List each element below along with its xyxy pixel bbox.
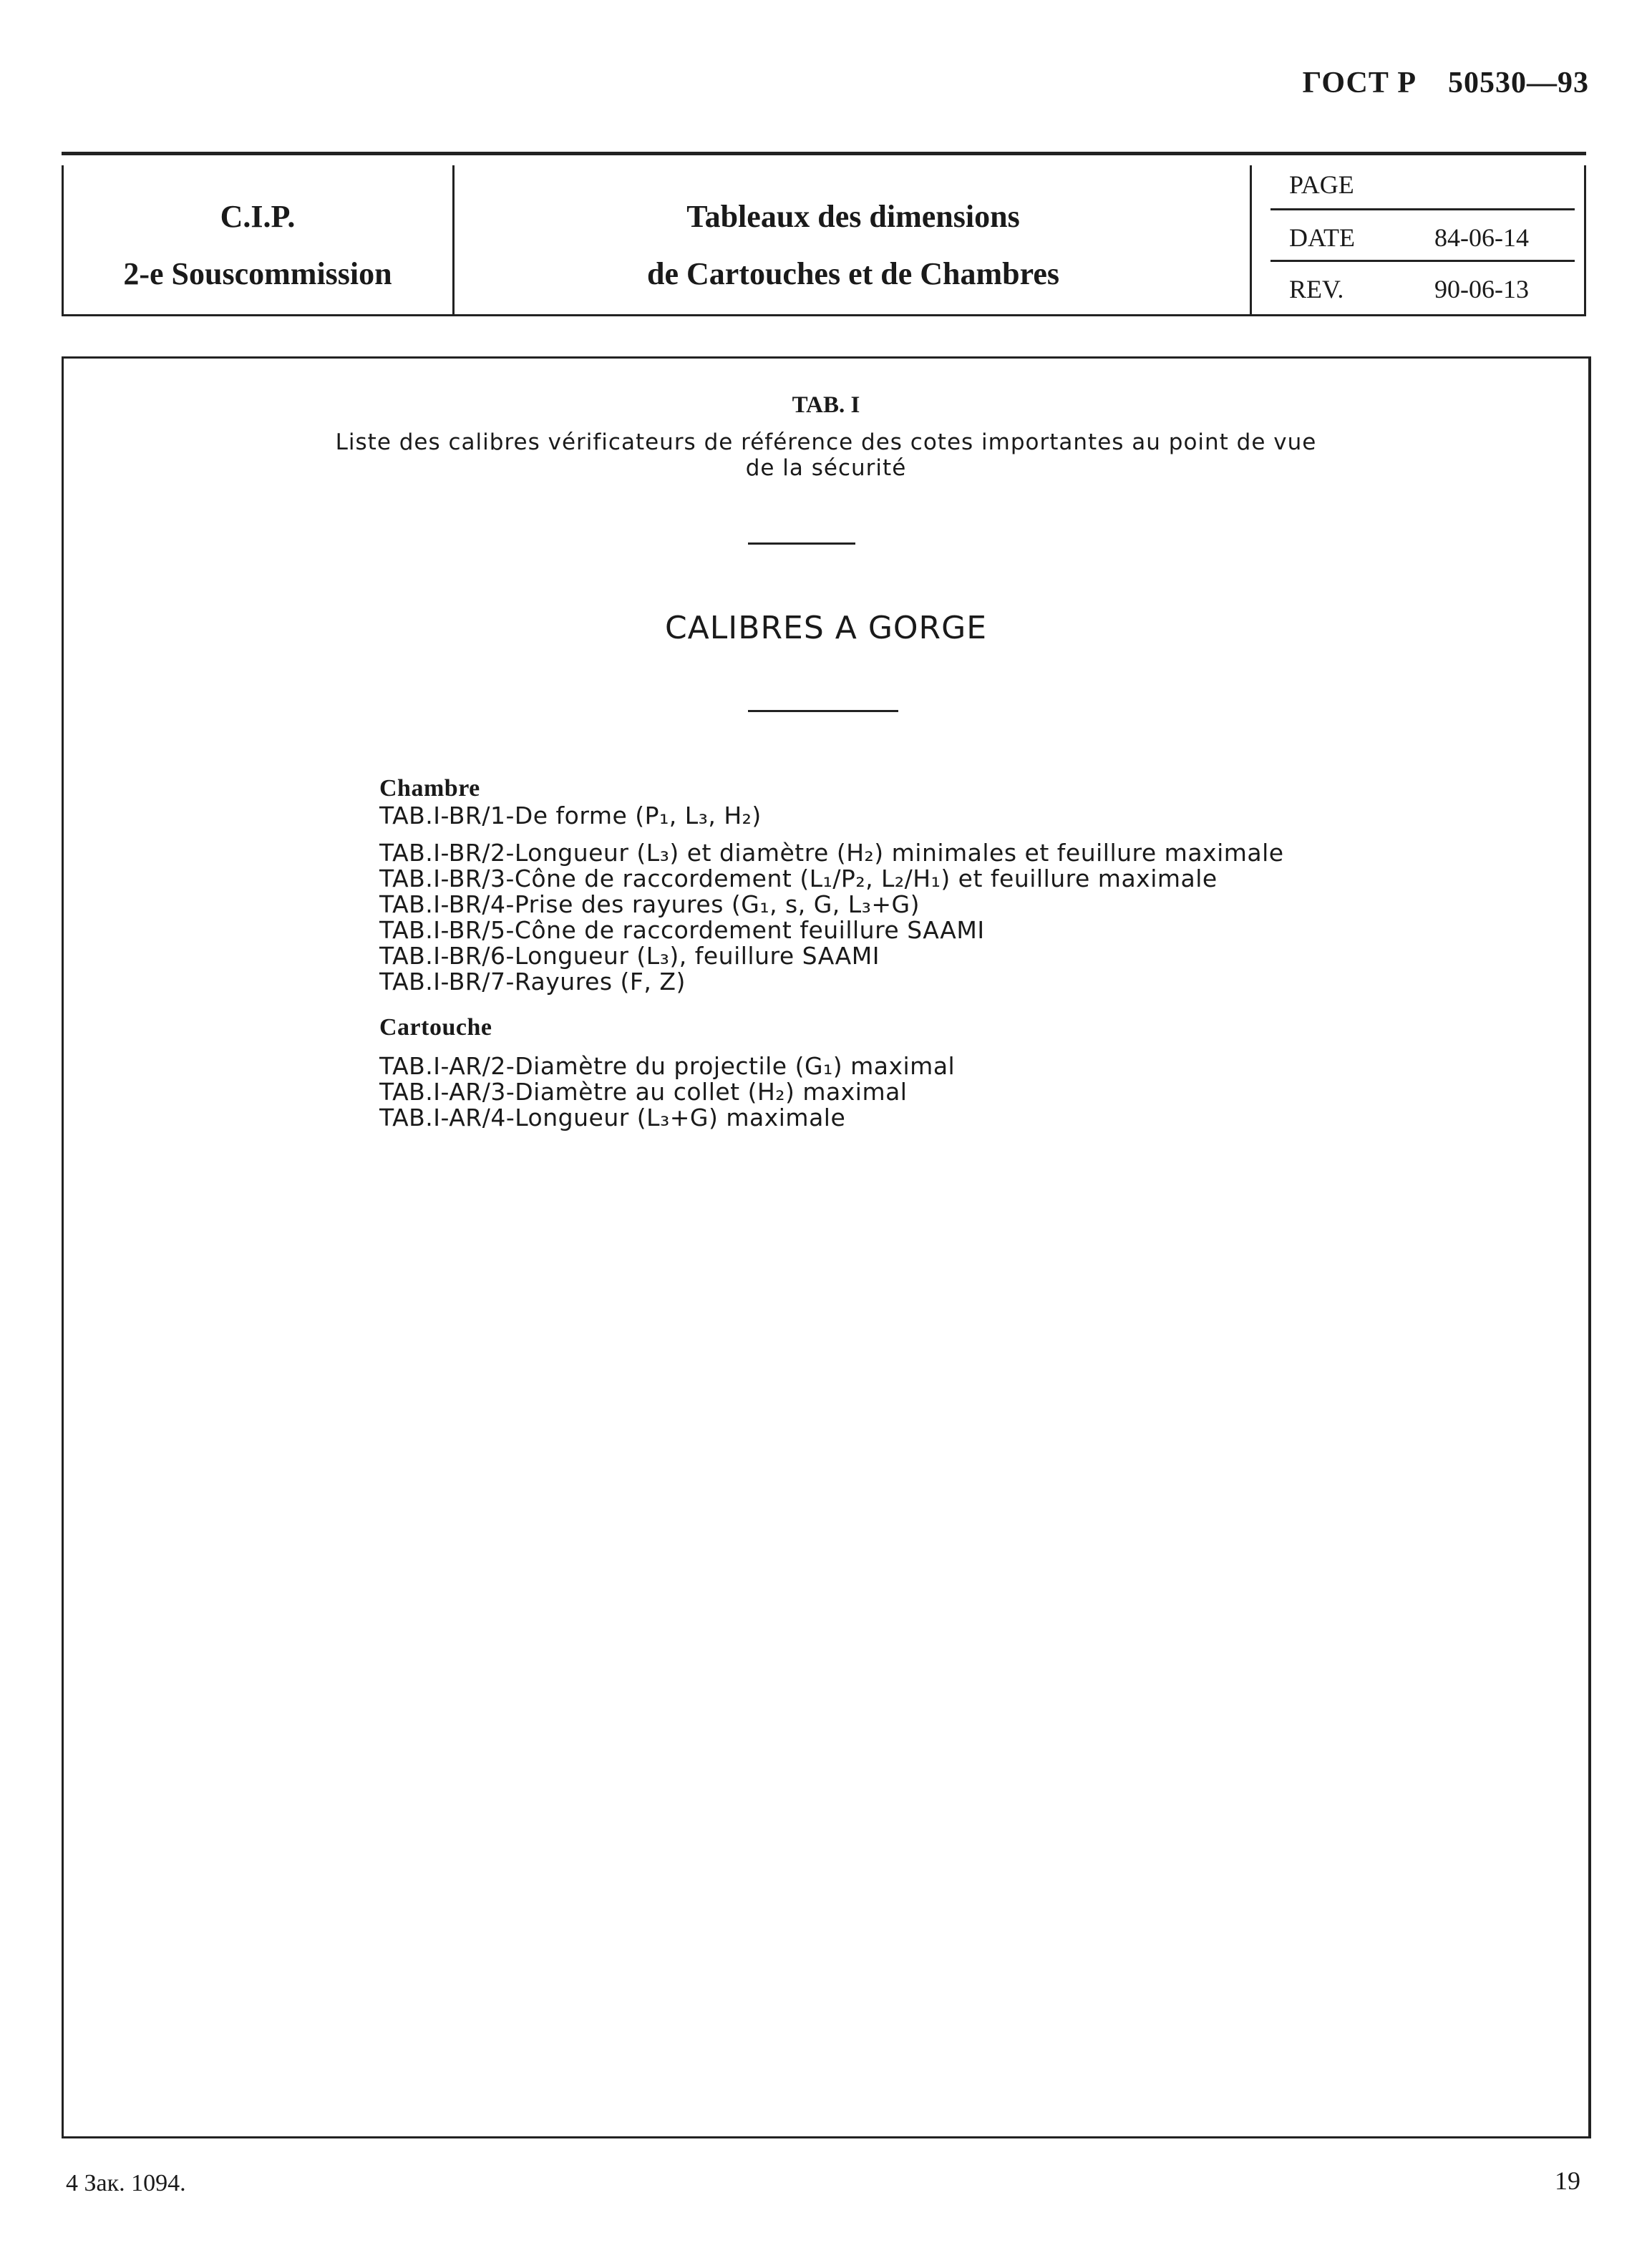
chambre-heading: Chambre	[379, 775, 480, 802]
organization-cell	[62, 188, 454, 303]
meta-value: 84-06-14	[1434, 223, 1529, 252]
cartouche-heading: Cartouche	[379, 1014, 492, 1041]
list-item: TAB.I-BR/2-Longueur (L₃) et diamètre (H₂) minimales et feuillure maximale	[379, 839, 1284, 867]
list-item: TAB.I-BR/5-Cône de raccordement feuillure SAAMI	[379, 916, 985, 944]
title-block	[62, 152, 1586, 316]
meta-label: DATE	[1289, 223, 1355, 252]
subcommission-name: 2-e Souscommission	[123, 256, 392, 291]
divider-rule-bottom	[748, 710, 898, 712]
document-title-line-1: Tableaux des dimensions	[686, 199, 1020, 234]
list-item: TAB.I-BR/1-De forme (P₁, L₃, H₂)	[379, 802, 762, 829]
meta-value: 90-06-13	[1434, 275, 1529, 303]
table-subtitle-line-2: de la sécurité	[745, 455, 907, 481]
table-subtitle-line-1: Liste des calibres vérificateurs de référence des cotes importantes au point de vue	[335, 429, 1317, 455]
list-item: TAB.I-BR/4-Prise des rayures (G₁, s, G, L₃+G)	[379, 890, 920, 918]
organization-name: C.I.P.	[220, 199, 296, 234]
document-title-line-2: de Cartouches et de Chambres	[646, 256, 1060, 291]
meta-cell	[1252, 155, 1586, 314]
list-item: TAB.I-BR/3-Cône de raccordement (L₁/P₂, L₂/H₁) et feuillure maximale	[379, 865, 1218, 892]
meta-row-rev	[1252, 260, 1586, 311]
footer-order-number: 4 Зак. 1094.	[66, 2170, 186, 2196]
meta-label: REV.	[1289, 275, 1344, 303]
list-item: TAB.I-AR/4-Longueur (L₃+G) maximale	[379, 1104, 846, 1131]
document-title-cell	[455, 188, 1251, 303]
meta-label: PAGE	[1289, 170, 1354, 199]
list-item: TAB.I-AR/3-Diamètre au collet (H₂) maximal	[379, 1078, 908, 1106]
divider-rule-top	[748, 542, 855, 545]
spacer	[379, 995, 1284, 1013]
page-number: 19	[1555, 2166, 1580, 2195]
standard-designation	[1303, 66, 1589, 100]
meta-row-page	[1252, 155, 1586, 207]
standard-prefix: ГОСТ Р	[1302, 67, 1417, 99]
section-title: CALIBRES A GORGE	[664, 610, 988, 646]
list-item: TAB.I-AR/2-Diamètre du projectile (G₁) maximal	[379, 1052, 956, 1080]
standard-number: 50530—93	[1448, 67, 1589, 99]
gauge-list	[379, 774, 1284, 1131]
list-item: TAB.I-BR/7-Rayures (F, Z)	[379, 968, 686, 996]
meta-row-date	[1252, 208, 1586, 260]
table-label: TAB. I	[792, 392, 860, 418]
list-item: TAB.I-BR/6-Longueur (L₃), feuillure SAAMI	[379, 942, 880, 970]
